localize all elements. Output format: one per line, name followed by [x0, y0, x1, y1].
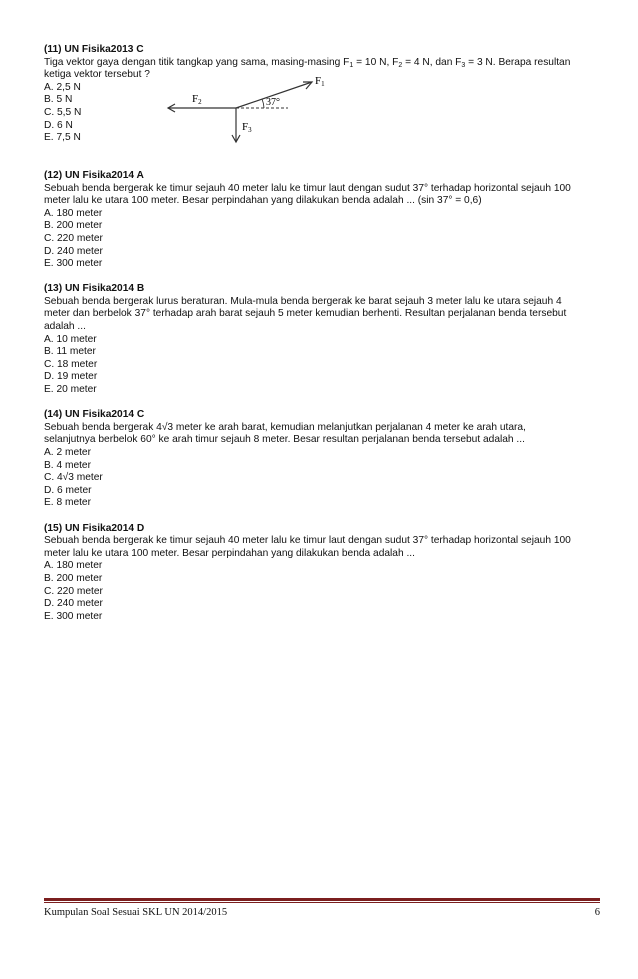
option-e: E. 300 meter [44, 610, 103, 622]
question-text: adalah ... [44, 321, 86, 333]
option-d: D. 6 meter [44, 484, 92, 496]
angle-label: 37° [266, 97, 280, 108]
footer-title: Kumpulan Soal Sesuai SKL UN 2014/2015 [44, 907, 228, 918]
question-text: meter dan berbelok 37° terhadap arah barat sejauh 5 meter kemudian berhenti. Resultan perjalanan benda tersebut [44, 308, 567, 320]
option-d: D. 240 meter [44, 598, 103, 610]
page-footer [44, 898, 600, 918]
question-text: Sebuah benda bergerak ke timur sejauh 40 meter lalu ke timur laut dengan sudut 37° terhadap horizontal sejauh 100 [44, 535, 571, 547]
option-a: A. 2 meter [44, 447, 91, 458]
option-b: B. 200 meter [44, 572, 103, 584]
footer-rule-thick [44, 898, 600, 901]
footer-rule-thin [44, 902, 600, 903]
option-b: B. 11 meter [44, 346, 96, 358]
question-text: meter lalu ke utara 100 meter. Besar perpindahan yang dilakukan benda adalah ... (sin 37° = 0,6) [44, 195, 482, 207]
option-e: E. 20 meter [44, 384, 97, 396]
option-d: D. 19 meter [44, 371, 98, 383]
question-text: Tiga vektor gaya dengan titik tangkap yang sama, masing-masing $F_1 = 10$ N, $F_2 = 4$ N, dan $F_3 = 3$ N. Berapa resultan [44, 56, 571, 69]
option-a: A. 10 meter [44, 333, 97, 345]
question-text: Sebuah benda bergerak ke timur sejauh 40 meter lalu ke timur laut dengan sudut 37° terhadap horizontal sejauh 100 [44, 182, 571, 194]
option-c: C. 220 meter [44, 585, 103, 597]
option-b: B. 200 meter [44, 220, 103, 232]
option-d: D. 6 N [44, 119, 73, 131]
question-13 [44, 283, 600, 396]
option-c: C. 18 meter [44, 358, 98, 370]
document-body [44, 44, 600, 636]
question-title: (12) UN Fisika2014 A [44, 169, 144, 181]
question-15 [44, 523, 600, 624]
option-e: E. 7,5 N [44, 132, 81, 144]
angle-arc [262, 99, 264, 108]
question-title: (14) UN Fisika2014 C [44, 409, 145, 421]
option-a: A. 180 meter [44, 560, 103, 572]
question-title: (13) UN Fisika2014 B [44, 283, 145, 295]
question-text-cont: ketiga vektor tersebut ? [44, 69, 150, 81]
question-title: (15) UN Fisika2014 D [44, 522, 145, 534]
option-c: C. 220 meter [44, 232, 103, 244]
f1-label: F1 [315, 75, 325, 88]
question-14 [44, 409, 600, 510]
f3-label: F3 [242, 121, 252, 134]
f2-label: F2 [192, 93, 202, 106]
page-number: 6 [594, 907, 600, 918]
option-c: C. 5,5 N [44, 106, 82, 118]
question-12 [44, 170, 600, 271]
option-a: A. 2,5 N [44, 81, 81, 93]
question-title: (11) UN Fisika2013 C [44, 44, 144, 55]
option-e: E. 300 meter [44, 258, 103, 270]
question-text: Sebuah benda bergerak lurus beraturan. Mula-mula benda bergerak ke barat sejauh 3 meter lalu ke utara sejauh 4 [44, 295, 562, 307]
option-e: E. 8 meter [44, 497, 91, 509]
force-vector-diagram [160, 72, 360, 150]
question-text: Sebuah benda bergerak 4√3 meter ke arah barat, kemudian melanjutkan perjalanan 4 meter ke arah utara, [44, 421, 526, 433]
question-text: meter lalu ke utara 100 meter. Besar perpindahan yang dilakukan benda adalah ... [44, 547, 415, 559]
option-d: D. 240 meter [44, 245, 103, 257]
option-b: B. 5 N [44, 94, 73, 106]
option-c: C. 4√3 meter [44, 472, 103, 484]
question-text: selanjutnya berbelok 60° ke arah timur sejauh 8 meter. Besar resultan perjalanan benda tersebut adalah ... [44, 434, 525, 446]
option-b: B. 4 meter [44, 459, 91, 471]
question-11 [44, 44, 600, 145]
option-a: A. 180 meter [44, 207, 103, 219]
